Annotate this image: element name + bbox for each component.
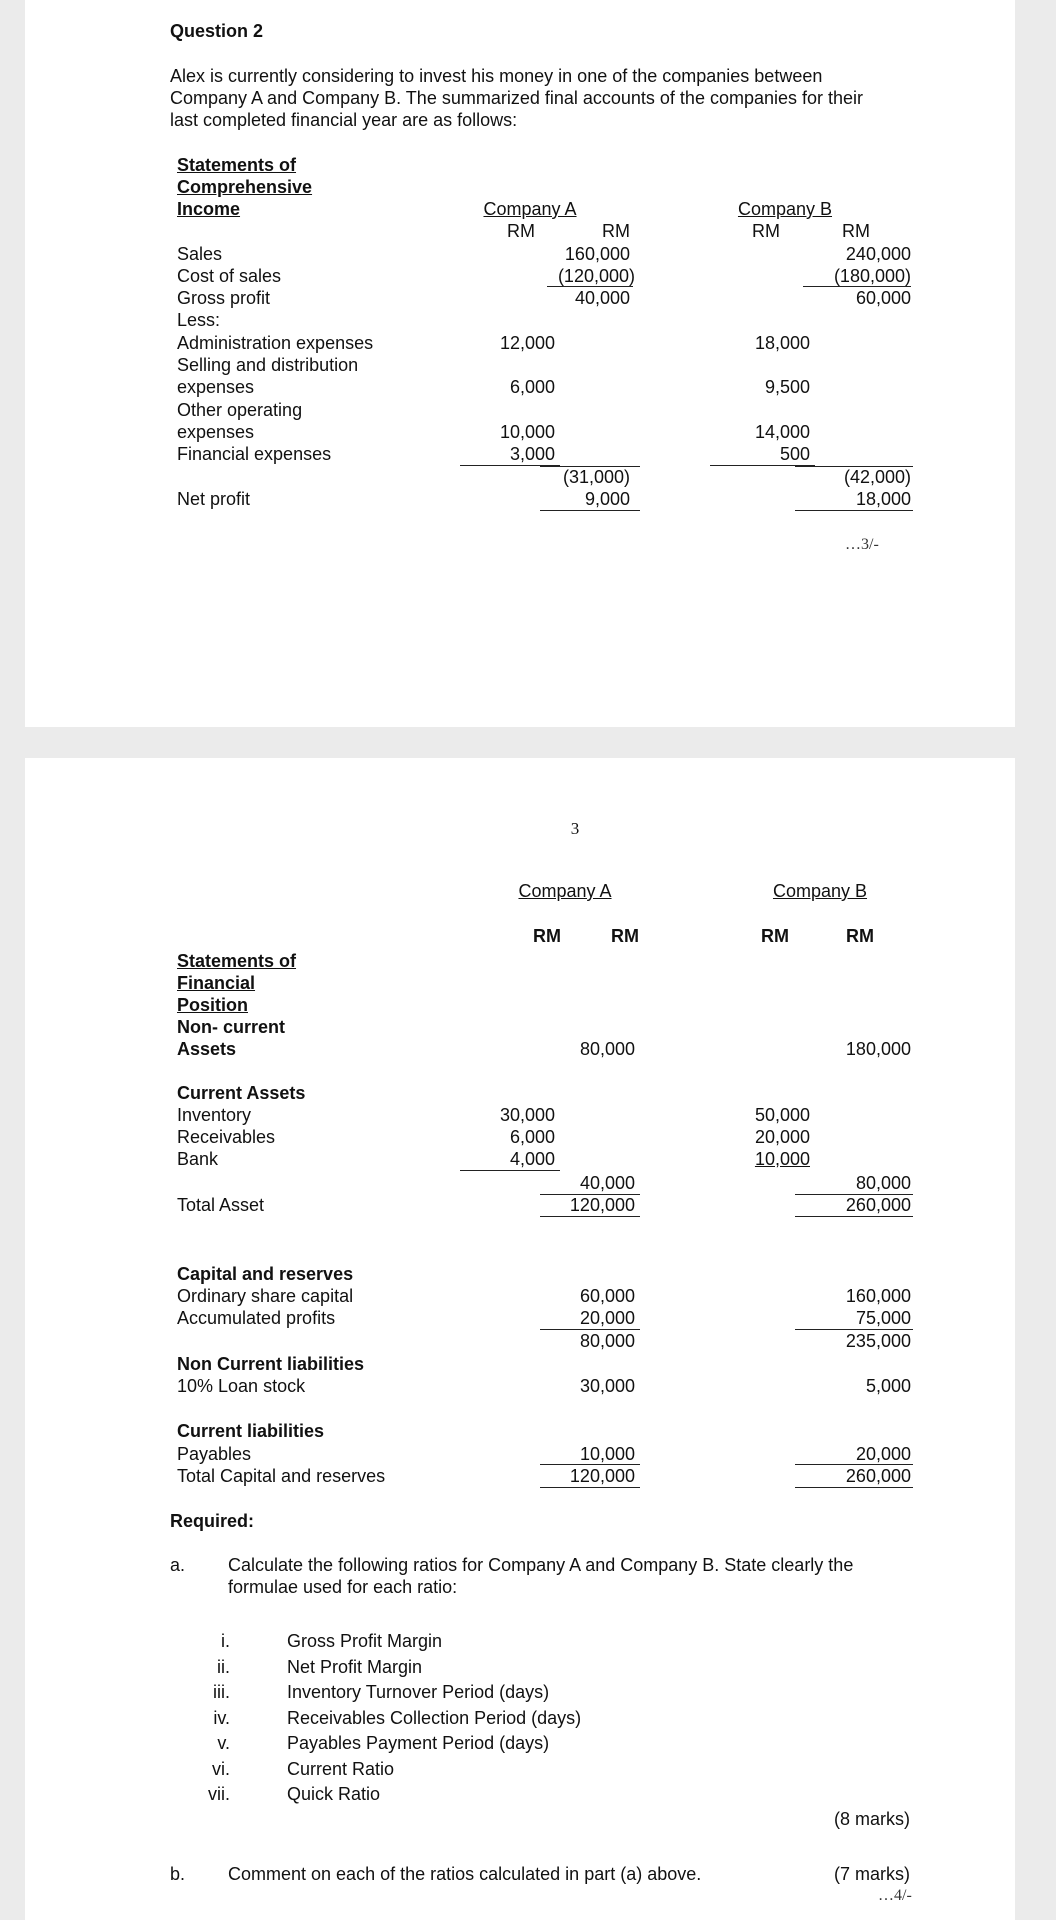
part-b-marker: b. <box>170 1864 186 1884</box>
page-2 <box>25 758 1015 1920</box>
soci-title-1: Statements of <box>177 155 297 175</box>
total-cap-b: 260,000 <box>845 1466 911 1486</box>
ratio-num-6: vi. <box>212 1759 230 1779</box>
cl-label: Current liabilities <box>177 1421 325 1441</box>
question-title: Question 2 <box>170 21 264 41</box>
ratio-text-3: Inventory Turnover Period (days) <box>287 1682 550 1702</box>
ratio-num-5: v. <box>217 1733 230 1753</box>
total-asset-a: 120,000 <box>569 1195 635 1215</box>
nca-a: 80,000 <box>579 1039 635 1059</box>
ratio-text-1: Gross Profit Margin <box>287 1631 443 1651</box>
ratio-text-2: Net Profit Margin <box>287 1657 423 1677</box>
page-1 <box>25 0 1015 727</box>
sales-b: 240,000 <box>845 244 911 264</box>
company-a-header: Company A <box>518 881 612 901</box>
sales-a: 160,000 <box>564 244 630 264</box>
gross-profit-a: 40,000 <box>574 288 630 308</box>
total-asset-b: 260,000 <box>845 1195 911 1215</box>
share-capital-label: Ordinary share capital <box>177 1286 354 1306</box>
ncl-label: Non Current liabilities <box>177 1354 365 1374</box>
part-b-marks: (7 marks) <box>834 1864 910 1884</box>
other-b: 14,000 <box>754 422 810 442</box>
other-label-2: expenses <box>177 422 255 442</box>
equity-total-b: 235,000 <box>845 1331 911 1351</box>
part-a-marker: a. <box>170 1555 186 1575</box>
soci-title-2: Comprehensive <box>177 177 313 197</box>
total-asset-a-underline <box>540 1216 640 1217</box>
soci-title-3: Income <box>177 199 241 219</box>
total-exp-b-overline <box>795 466 913 467</box>
ca-total-b: 80,000 <box>855 1173 911 1193</box>
ratio-num-4: iv. <box>213 1708 230 1728</box>
sofp-title-2: Financial <box>177 973 256 993</box>
gross-profit-b: 60,000 <box>855 288 911 308</box>
total-cap-a-underline <box>540 1487 640 1488</box>
admin-label: Administration expenses <box>177 333 374 353</box>
ratio-num-2: ii. <box>217 1657 230 1677</box>
acc-profits-a: 20,000 <box>579 1308 635 1328</box>
payables-label: Payables <box>177 1444 252 1464</box>
selling-label-1: Selling and distribution <box>177 355 359 375</box>
net-profit-a: 9,000 <box>584 489 630 509</box>
total-exp-b: (42,000) <box>843 467 911 487</box>
bank-label: Bank <box>177 1149 219 1169</box>
net-profit-b-underline <box>795 510 913 511</box>
bank-b: 10,000 <box>754 1149 810 1169</box>
cos-b: (180,000) <box>833 266 911 286</box>
admin-a: 12,000 <box>499 333 555 353</box>
ratio-num-7: vii. <box>208 1784 230 1804</box>
payables-b: 20,000 <box>855 1444 911 1464</box>
rm-b2: RM <box>842 221 870 241</box>
financial-b: 500 <box>779 444 810 464</box>
part-a-text-2: formulae used for each ratio: <box>228 1577 458 1597</box>
receivables-b: 20,000 <box>754 1127 810 1147</box>
required-label: Required: <box>170 1511 255 1531</box>
receivables-label: Receivables <box>177 1127 276 1147</box>
acc-profits-b: 75,000 <box>855 1308 911 1328</box>
ca-total-a: 40,000 <box>579 1173 635 1193</box>
other-a: 10,000 <box>499 422 555 442</box>
admin-b: 18,000 <box>754 333 810 353</box>
inventory-b: 50,000 <box>754 1105 810 1125</box>
loan-label: 10% Loan stock <box>177 1376 306 1396</box>
intro-line-2: Company A and Company B. The summarized final accounts of the companies for their <box>170 88 864 108</box>
nca-b: 180,000 <box>845 1039 911 1059</box>
company-b-header: Company B <box>737 199 833 219</box>
current-assets-label: Current Assets <box>177 1083 306 1103</box>
equity-total-a: 80,000 <box>579 1331 635 1351</box>
gross-profit-label: Gross profit <box>177 288 271 308</box>
loan-a: 30,000 <box>579 1376 635 1396</box>
part-a-text-1: Calculate the following ratios for Company A and Company B. State clearly the <box>228 1555 854 1575</box>
cos-label: Cost of sales <box>177 266 282 286</box>
nca-label-1: Non- current <box>177 1017 285 1037</box>
rm-a2: RM <box>602 221 630 241</box>
share-capital-a: 60,000 <box>579 1286 635 1306</box>
continue-marker: …4/- <box>878 1887 912 1904</box>
continue-marker: …3/- <box>845 536 879 553</box>
share-capital-b: 160,000 <box>845 1286 911 1306</box>
selling-a: 6,000 <box>509 377 555 397</box>
net-profit-label: Net profit <box>177 489 251 509</box>
page-number: 3 <box>570 819 580 838</box>
financial-label: Financial expenses <box>177 444 332 464</box>
total-cap-a: 120,000 <box>569 1466 635 1486</box>
intro-line-3: last completed financial year are as follows: <box>170 110 518 130</box>
rm-a1: RM <box>507 221 535 241</box>
capital-label: Capital and reserves <box>177 1264 354 1284</box>
ratio-text-7: Quick Ratio <box>287 1784 381 1804</box>
acc-profits-label: Accumulated profits <box>177 1308 336 1328</box>
payables-a: 10,000 <box>579 1444 635 1464</box>
intro-line-1: Alex is currently considering to invest his money in one of the companies between <box>170 66 823 86</box>
rm-b2: RM <box>846 926 874 946</box>
company-a-header: Company A <box>483 199 577 219</box>
company-b-header: Company B <box>772 881 868 901</box>
ratio-num-3: iii. <box>213 1682 230 1702</box>
ratio-text-4: Receivables Collection Period (days) <box>287 1708 582 1728</box>
total-cap-b-underline <box>795 1487 913 1488</box>
nca-label-2: Assets <box>177 1039 237 1059</box>
net-profit-b: 18,000 <box>855 489 911 509</box>
part-a-marks: (8 marks) <box>834 1809 910 1829</box>
sofp-title-3: Position <box>177 995 248 1015</box>
financial-a: 3,000 <box>509 444 555 464</box>
ratio-text-6: Current Ratio <box>287 1759 395 1779</box>
rm-a2: RM <box>611 926 639 946</box>
rm-b1: RM <box>752 221 780 241</box>
cos-a: (120,000) <box>557 266 635 286</box>
ratio-text-5: Payables Payment Period (days) <box>287 1733 550 1753</box>
sofp-title-1: Statements of <box>177 951 297 971</box>
total-cap-label: Total Capital and reserves <box>177 1466 386 1486</box>
rm-a1: RM <box>533 926 561 946</box>
loan-b: 5,000 <box>865 1376 911 1396</box>
inventory-a: 30,000 <box>499 1105 555 1125</box>
selling-label-2: expenses <box>177 377 255 397</box>
rm-b1: RM <box>761 926 789 946</box>
part-b-text: Comment on each of the ratios calculated in part (a) above. <box>228 1864 702 1884</box>
total-asset-label: Total Asset <box>177 1195 265 1215</box>
bank-a: 4,000 <box>509 1149 555 1169</box>
total-exp-a: (31,000) <box>562 467 630 487</box>
other-label-1: Other operating <box>177 400 303 420</box>
net-profit-a-underline <box>540 510 640 511</box>
receivables-a: 6,000 <box>509 1127 555 1147</box>
bank-a-underline <box>460 1170 560 1171</box>
total-exp-a-overline <box>540 466 640 467</box>
less-label: Less: <box>177 310 221 330</box>
selling-b: 9,500 <box>764 377 810 397</box>
inventory-label: Inventory <box>177 1105 252 1125</box>
sales-label: Sales <box>177 244 223 264</box>
total-asset-b-underline <box>795 1216 913 1217</box>
ratio-num-1: i. <box>221 1631 230 1651</box>
